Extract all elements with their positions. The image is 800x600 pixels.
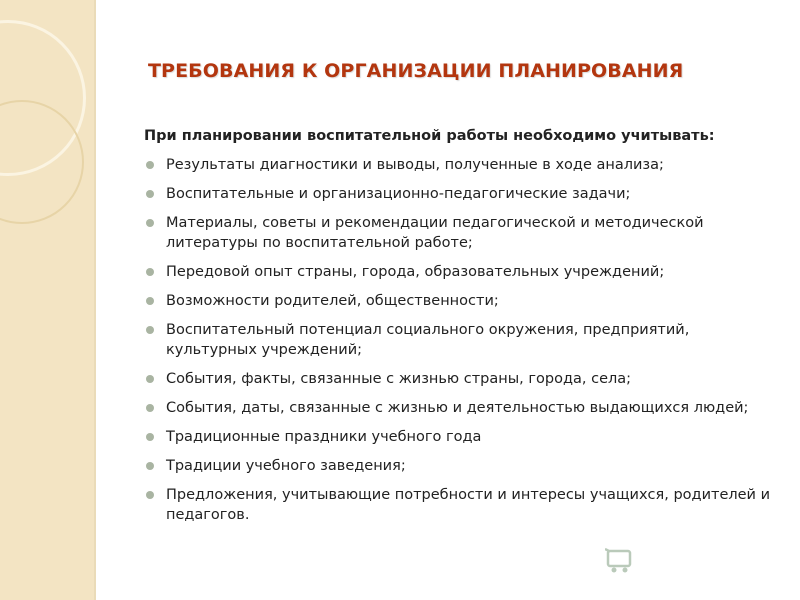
intro-text: При планировании воспитательной работы необходимо учитывать: [144, 128, 715, 144]
bullet-icon [146, 297, 154, 305]
bullet-icon [146, 462, 154, 470]
list-item: Воспитательный потенциал социального окружения, предприятий, культурных учреждений; [144, 320, 782, 360]
bullet-icon [146, 268, 154, 276]
slide-body [144, 126, 782, 534]
cart-logo-icon [605, 545, 635, 575]
left-decorative-band [0, 0, 96, 600]
band-edge [94, 0, 96, 600]
list-item: Материалы, советы и рекомендации педагогической и методической литературы по воспитательной работе; [144, 213, 782, 253]
watermark-wordmark [641, 540, 791, 580]
list-item: Результаты диагностики и выводы, полученные в ходе анализа; [144, 155, 782, 175]
bullet-icon [146, 326, 154, 334]
bullet-icon [146, 190, 154, 198]
requirements-list [144, 155, 782, 525]
list-item: Традиционные праздники учебного года [144, 427, 782, 447]
slide-title: ТРЕБОВАНИЯ К ОРГАНИЗАЦИИ ПЛАНИРОВАНИЯ [148, 60, 684, 82]
list-item: Традиции учебного заведения; [144, 456, 782, 476]
list-item: Возможности родителей, общественности; [144, 291, 782, 311]
list-item: Воспитательные и организационно-педагогические задачи; [144, 184, 782, 204]
list-item: События, даты, связанные с жизнью и деятельностью выдающихся людей; [144, 398, 782, 418]
bullet-icon [146, 375, 154, 383]
list-item: Передовой опыт страны, города, образовательных учреждений; [144, 262, 782, 282]
list-item: Предложения, учитывающие потребности и интересы учащихся, родителей и педагогов. [144, 485, 782, 525]
bullet-icon [146, 491, 154, 499]
watermark [605, 540, 791, 580]
bullet-icon [146, 433, 154, 441]
bullet-icon [146, 219, 154, 227]
bullet-icon [146, 161, 154, 169]
list-item: События, факты, связанные с жизнью страны, города, села; [144, 369, 782, 389]
bullet-icon [146, 404, 154, 412]
